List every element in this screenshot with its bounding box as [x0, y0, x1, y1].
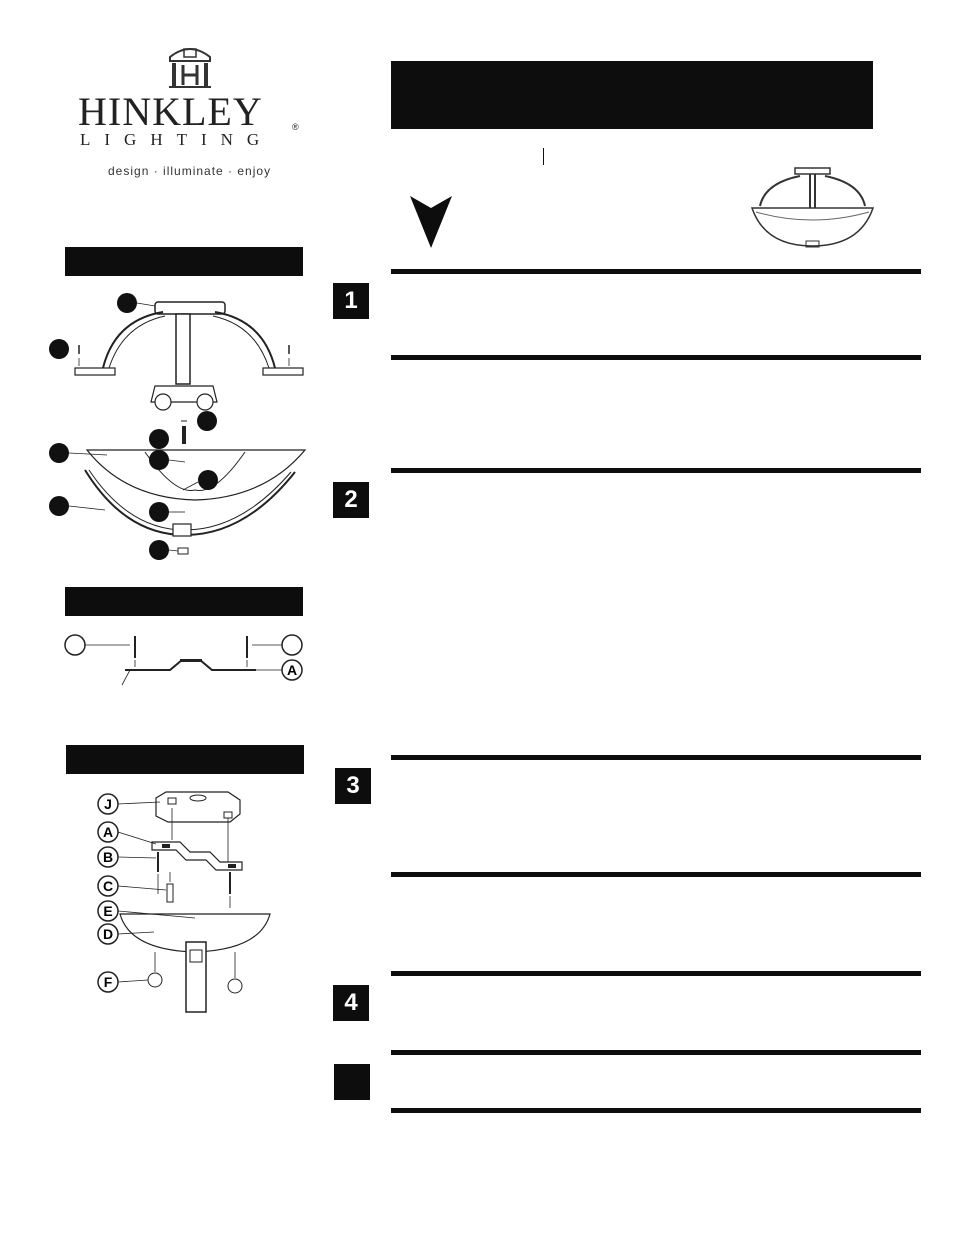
step-rule-end: [391, 1108, 921, 1113]
hw-label-a: A: [102, 824, 114, 840]
mounting-diagram: [60, 630, 310, 690]
hw-label-e: E: [103, 903, 113, 919]
step-rule-2: [391, 468, 921, 473]
mounting-section-header: [65, 587, 303, 616]
hw-label-c: C: [102, 878, 114, 894]
step-number-4: 4: [333, 985, 369, 1021]
hw-label-b: B: [102, 849, 114, 865]
step-rule-1: [391, 269, 921, 274]
step-number-blank: [334, 1064, 370, 1100]
hw-label-d: D: [102, 926, 114, 942]
hardware-section-header: [66, 745, 304, 774]
mount-label-a: A: [286, 662, 298, 678]
down-arrow-icon: [410, 196, 452, 248]
step-number-2: 2: [333, 482, 369, 518]
step-rule-4: [391, 971, 921, 976]
fixture-thumbnail: [750, 168, 875, 250]
hw-label-j: J: [104, 796, 112, 812]
step-number-3: 3: [335, 768, 371, 804]
step-rule-3: [391, 755, 921, 760]
step-rule-5: [391, 1050, 921, 1055]
brand-tagline: design · illuminate · enjoy: [108, 164, 272, 178]
step-rule-3b: [391, 872, 921, 877]
header-divider: [543, 148, 544, 165]
brand-sub: LIGHTING: [80, 130, 274, 149]
brand-name: HINKLEY: [78, 89, 263, 134]
step-number-1: 1: [333, 283, 369, 319]
title-bar: [391, 61, 873, 129]
registered-mark: ®: [292, 122, 299, 132]
brand-logo-emblem: [165, 45, 215, 90]
parts-diagram: [45, 290, 310, 570]
step-rule-1b: [391, 355, 921, 360]
hw-label-f: F: [103, 974, 113, 990]
parts-section-header: [65, 247, 303, 276]
hardware-diagram: [90, 790, 290, 1020]
